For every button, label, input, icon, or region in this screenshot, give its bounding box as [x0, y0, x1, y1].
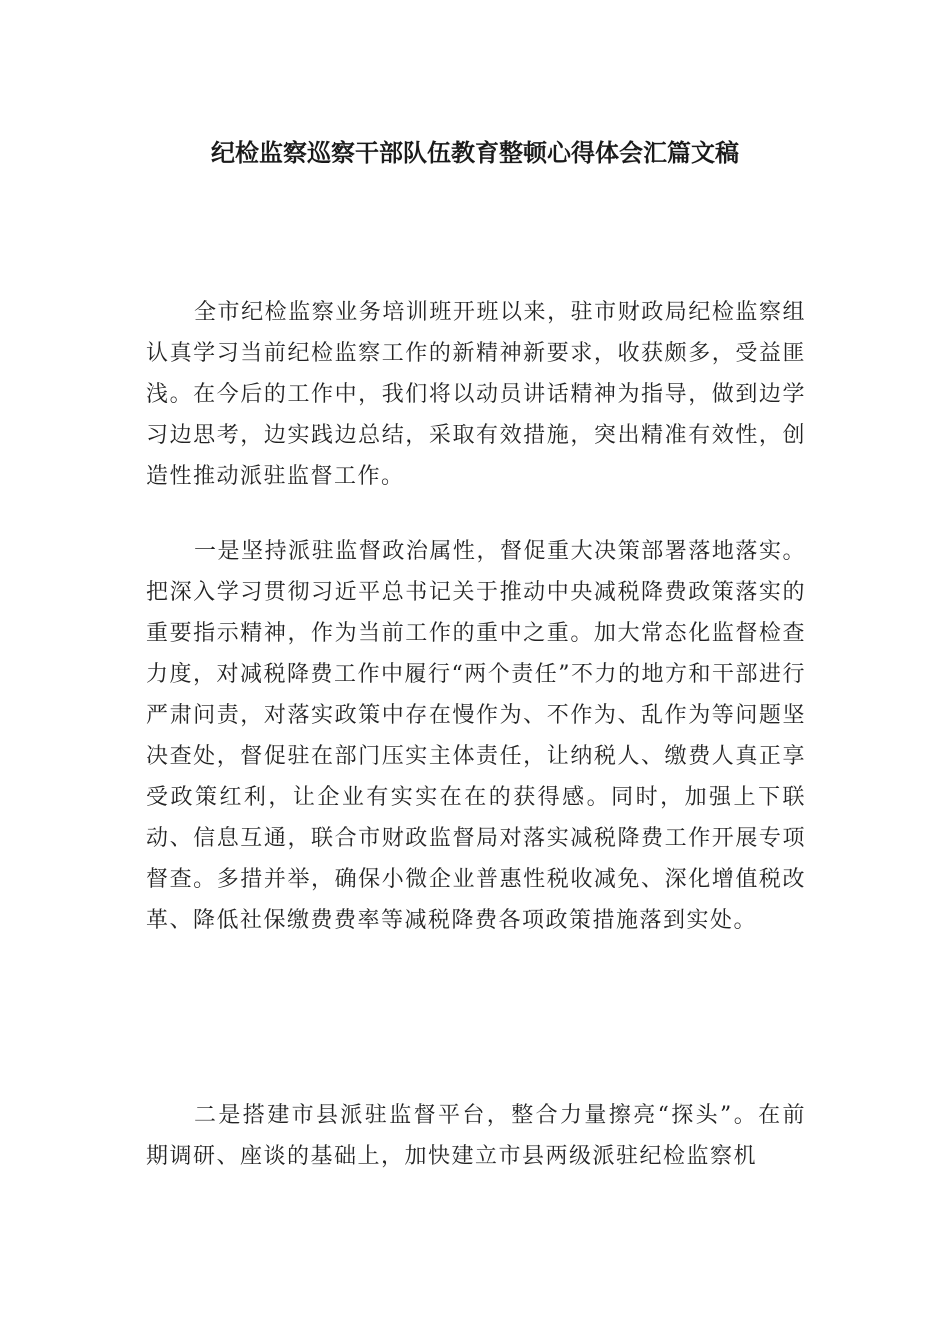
- paragraph-point-two: 二是搭建市县派驻监督平台，整合力量擦亮“探头”。在前期调研、座谈的基础上，加快建立市县两级派驻纪检监察机: [146, 1103, 806, 1169]
- document-body: [146, 292, 806, 1191]
- document-title: 纪检监察巡察干部队伍教育整顿心得体会汇篇文稿: [211, 139, 739, 167]
- paragraph-intro: 全市纪检监察业务培训班开班以来，驻市财政局纪检监察组认真学习当前纪检监察工作的新精神新要求，收获颇多，受益匪浅。在今后的工作中，我们将以动员讲话精神为指导，做到边学习边思考，边实践边总结，采取有效措施，突出精准有效性，创造性推动派驻监督工作。: [146, 300, 806, 489]
- paragraph-point-one: 一是坚持派驻监督政治属性，督促重大决策部署落地落实。把深入学习贯彻习近平总书记关于推动中央减税降费政策落实的重要指示精神，作为当前工作的重中之重。加大常态化监督检查力度，对减税降费工作中履行“两个责任”不力的地方和干部进行严肃问责，对落实政策中存在慢作为、不作为、乱作为等问题坚决查处，督促驻在部门压实主体责任，让纳税人、缴费人真正享受政策红利，让企业有实实在在的获得感。同时，加强上下联动、信息互通，联合市财政监督局对落实减税降费工作开展专项督查。多措并举，确保小微企业普惠性税收减免、深化增值税改革、降低社保缴费费率等减税降费各项政策措施落到实处。: [146, 539, 806, 933]
